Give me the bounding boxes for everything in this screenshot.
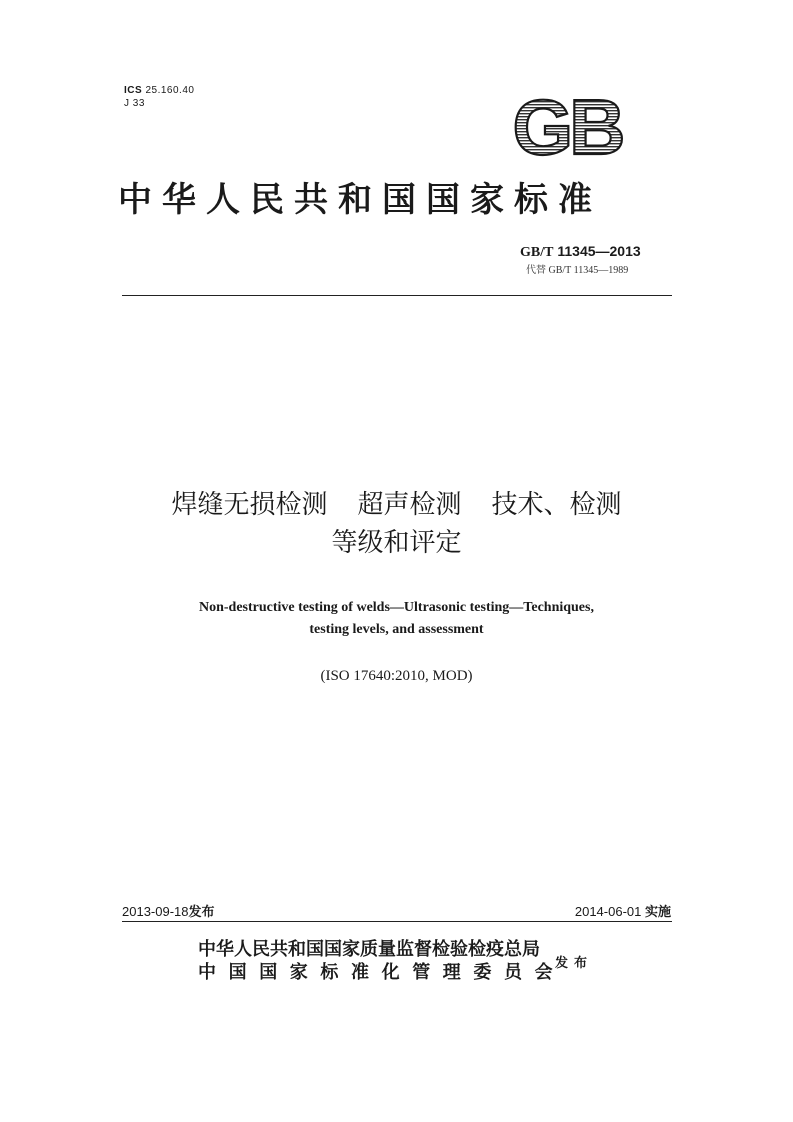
gb-logo-text: GB <box>512 92 622 162</box>
implementation-date-label: 实施 <box>644 905 671 920</box>
issue-date-value: 2013-09-18 <box>122 904 189 919</box>
implementation-date-value: 2014-06-01 <box>574 904 642 919</box>
publish-label: 发布 <box>555 956 594 971</box>
implementation-date <box>575 901 671 920</box>
ics-value: 25.160.40 <box>145 85 195 96</box>
classification-codes <box>124 84 194 110</box>
english-title-line1: Non-destructive testing of welds—Ultrasonic testing—Techniques, <box>199 600 594 615</box>
issuer-aqsiq: 中华人民共和国国家质量监督检验检疫总局 <box>198 939 540 960</box>
iso-reference: (ISO 17640:2010, MOD) <box>320 668 473 684</box>
ccs-code: J 33 <box>124 98 145 109</box>
english-title <box>60 597 733 641</box>
ics-label: ICS <box>124 85 143 96</box>
chinese-title-part3: 技术、检测 <box>491 490 622 520</box>
header-divider <box>122 295 672 296</box>
chinese-title-part1: 焊缝无损检测 <box>171 490 328 520</box>
national-standard-heading: 中华人民共和国国家标准 <box>118 180 602 220</box>
issuing-authorities <box>198 938 565 984</box>
standard-prefix: GB/T <box>520 245 554 260</box>
issue-date-label: 发布 <box>188 905 215 920</box>
chinese-title-line2: 等级和评定 <box>331 528 462 558</box>
chinese-title <box>60 486 733 562</box>
standard-number-value: 11345—2013 <box>557 243 641 259</box>
chinese-title-line1 <box>60 486 733 524</box>
footer-divider <box>122 921 672 922</box>
english-title-line2: testing levels, and assessment <box>309 622 484 637</box>
standard-number <box>520 243 670 261</box>
issuer-sac: 中国国家标准化管理委员会 <box>198 962 566 983</box>
ics-code <box>124 84 194 97</box>
issue-date <box>122 901 215 920</box>
replaces-standard: 代替 GB/T 11345—1989 <box>526 265 629 276</box>
chinese-title-part2: 超声检测 <box>357 490 462 520</box>
gb-logo <box>503 92 631 162</box>
